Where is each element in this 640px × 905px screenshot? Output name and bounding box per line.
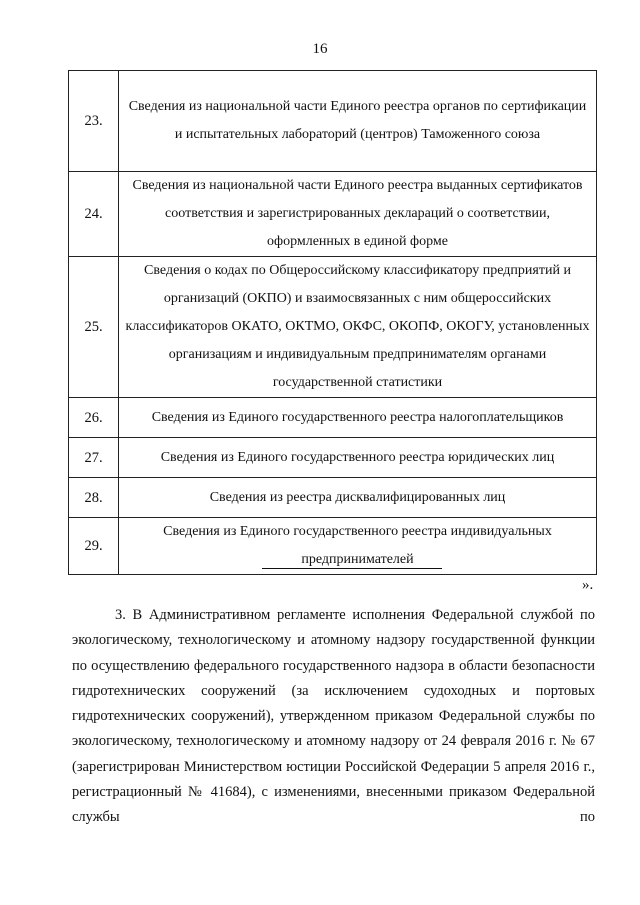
registry-table	[68, 70, 597, 575]
row-text: Сведения о кодах по Общероссийскому классификатору предприятий и организаций (ОКПО) и взаимосвязанных с ним общероссийских классификаторов ОКАТО, ОКТМО, ОКФС, ОКОПФ, ОКОГУ, установленных организациям и индивидуальным предпринимателям органами государственной статистики	[119, 257, 597, 398]
table-row	[69, 438, 597, 478]
separator-rule	[262, 568, 442, 569]
row-text: Сведения из Единого государственного реестра налогоплательщиков	[119, 398, 597, 438]
table-row	[69, 518, 597, 575]
row-text: Сведения из Единого государственного реестра юридических лиц	[119, 438, 597, 478]
row-number: 28.	[69, 478, 119, 518]
closing-quote: ».	[582, 577, 594, 593]
table-row	[69, 478, 597, 518]
row-text: Сведения из национальной части Единого реестра органов по сертификации и испытательных лабораторий (центров) Таможенного союза	[119, 71, 597, 172]
table-row	[69, 398, 597, 438]
row-number: 26.	[69, 398, 119, 438]
row-number: 27.	[69, 438, 119, 478]
table-row	[69, 71, 597, 172]
row-number: 29.	[69, 518, 119, 575]
page-number: 16	[312, 41, 328, 57]
row-text: Сведения из реестра дисквалифицированных лиц	[119, 478, 597, 518]
row-text: Сведения из национальной части Единого реестра выданных сертификатов соответствия и зарегистрированных деклараций о соответствии, оформленных в единой форме	[119, 172, 597, 257]
row-number: 24.	[69, 172, 119, 257]
row-number: 25.	[69, 257, 119, 398]
table-row	[69, 257, 597, 398]
row-text: Сведения из Единого государственного реестра индивидуальных предпринимателей	[119, 518, 597, 575]
body-paragraph: 3. В Административном регламенте исполнения Федеральной службой по экологическому, технологическому и атомному надзору государственной функции по осуществлению федерального государственного надзора в области безопасности гидротехнических сооружений (за исключением судоходных и портовых гидротехнических сооружений), утвержденном приказом Федеральной службы по экологическому, технологическому и атомному надзору от 24 февраля 2016 г. № 67 (зарегистрирован Министерством юстиции Российской Федерации 5 апреля 2016 г., регистрационный № 41684), с изменениями, внесенными приказом Федеральной службы по	[72, 607, 595, 826]
row-number: 23.	[69, 71, 119, 172]
table-row	[69, 172, 597, 257]
